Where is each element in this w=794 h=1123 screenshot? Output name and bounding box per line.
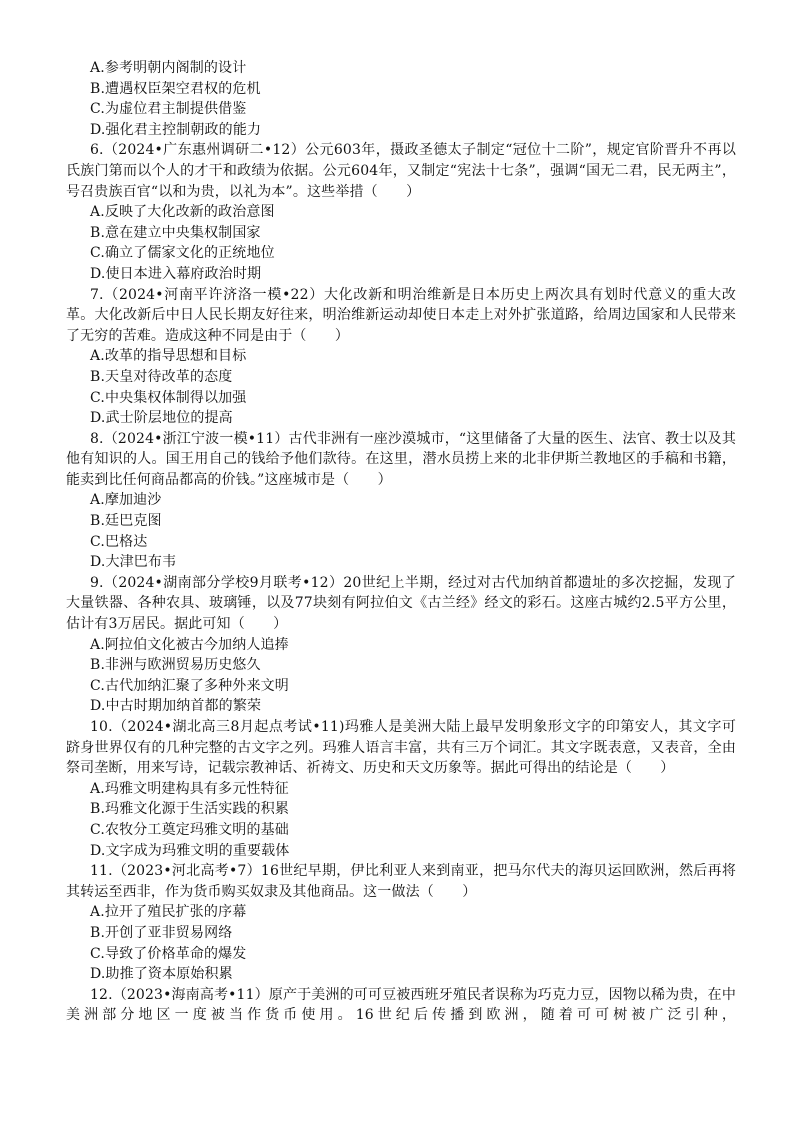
question-11 [66,861,736,985]
question-7 [66,285,736,429]
option-d: D.使日本进入幕府政治时期 [90,265,262,282]
option-a: A.玛雅文明建构具有多元性特征 [90,780,289,797]
option-a: A.反映了大化改新的政治意图 [90,204,275,221]
option-b: B.遭遇权臣架空君权的危机 [90,80,261,97]
option-a: A.参考明朝内阁制的设计 [90,60,247,76]
question-10 [66,717,736,861]
question-8 [66,429,736,573]
option-b: B.天皇对待改革的态度 [90,368,233,385]
question-stem: 9.（2024•湖南部分学校9月联考•12）20世纪上半期，经过对古代加纳首都遗址的多次挖掘，发现了大量铁器、各种农具、玻璃锤，以及77块刻有阿拉伯文《古兰经》经文的彩石。这座古城约2.5平方公里，估计有3万居民。据此可知（ ） [66,574,736,633]
question-stem: 10.（2024•湖北高三8月起点考试•11)玛雅人是美洲大陆上最早发明象形文字的印第安人，其文字可跻身世界仅有的几种完整的古文字之列。玛雅人语言丰富，共有三万个词汇。其文字既表意，又表音，全由祭司垄断，用来写诗，记载宗教神话、祈祷文、历史和天文历象等。据此可得出的结论是（ ） [66,719,736,777]
option-a: A.拉开了殖民扩张的序幕 [90,904,247,921]
option-a: A.阿拉伯文化被古今加纳人追捧 [90,636,289,653]
option-c: C.中央集权体制得以加强 [90,389,247,406]
option-b: B.非洲与欧洲贸易历史悠久 [90,657,261,674]
option-b: B.廷巴克图 [90,513,162,530]
option-d: D.大津巴布韦 [90,554,177,571]
option-a: A.改革的指导思想和目标 [90,348,247,365]
option-c: C.确立了儒家文化的正统地位 [90,245,275,262]
question-list [66,58,736,1026]
option-b: B.玛雅文化源于生活实践的积累 [90,801,289,818]
option-d: D.武士阶层地位的提高 [90,410,233,427]
option-c: C.农牧分工奠定玛雅文明的基础 [90,821,289,838]
question-stem: 11.（2023•河北高考•7）16世纪早期，伊比利亚人来到南亚，把马尔代夫的海贝运回欧洲，然后再将其转运至西非，作为货币购买奴隶及其他商品。这一做法（ ） [66,863,736,900]
question-stem: 7.（2024•河南平许济洛一模•22）大化改新和明治维新是日本历史上两次具有划时代意义的重大改革。大化改新后中日人民长期友好往来，明治维新运动却使日本走上对外扩张道路，给周边国家和人民带来了无穷的苦难。造成这种不同是由于（ ） [66,286,736,344]
option-d: D.强化君主控制朝政的能力 [90,121,262,138]
option-b: B.意在建立中央集权制国家 [90,224,261,241]
option-c: C.导致了价格革命的爆发 [90,945,247,962]
question-12 [66,985,736,1026]
question-9 [66,573,736,717]
question-6 [66,140,736,284]
question-stem: 12.（2023•海南高考•11）原产于美洲的可可豆被西班牙殖民者误称为巧克力豆，因物以稀为贵，在中美洲部分地区一度被当作货币使用。16世纪后传播到欧洲，随着可可树被广泛引种， [66,986,736,1024]
question-stem: 8.（2024•浙江宁波一模•11）古代非洲有一座沙漠城市，“这里储备了大量的医生、法官、教士以及其他有知识的人。国王用自己的钱给予他们款待。在这里，潜水员捞上来的北非伊斯兰教地区的手稿和书籍，能卖到比任何商品都高的价钱。”这座城市是（ ） [66,430,736,488]
question-stem: 6.（2024•广东惠州调研二•12）公元603年，摄政圣德太子制定“冠位十二阶”，规定官阶晋升不再以氏族门第而以个人的才干和政绩为依据。公元604年，又制定“宪法十七条”，强调“国无二君，民无两主”，号召贵族百官“以和为贵，以礼为本”。这些举措（ ） [66,142,736,200]
option-d: D.文字成为玛雅文明的重要载体 [90,842,290,859]
option-d: D.中古时期加纳首都的繁荣 [90,698,262,715]
previous-question-options [66,58,736,140]
option-a: A.摩加迪沙 [90,492,162,509]
option-d: D.助推了资本原始积累 [90,966,233,983]
option-b: B.开创了亚非贸易网络 [90,924,233,941]
option-c: C.巴格达 [90,533,148,550]
option-c: C.古代加纳汇聚了多种外来文明 [90,677,289,694]
option-c: C.为虚位君主制提供借鉴 [90,101,247,118]
